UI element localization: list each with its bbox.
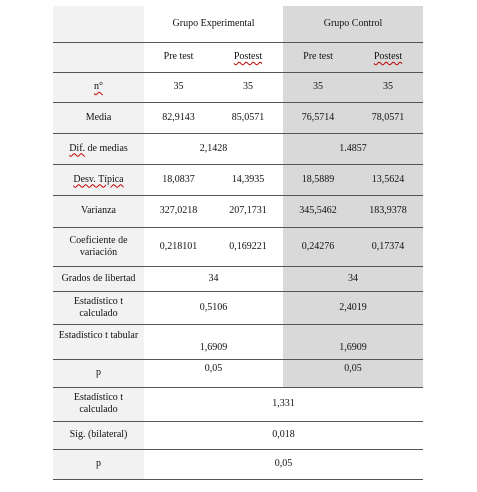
cell-exp-pre: 0,218101 [144,227,213,266]
header-exp-posttest: Postest [213,42,283,72]
cell-exp-post: 85,0571 [213,102,283,133]
row-dif-medias [53,133,423,164]
cell-exp-post: 0,169221 [213,227,283,266]
row-label: Estadístico t calculado [53,387,144,421]
cell-exp-post: 207,1731 [213,195,283,227]
cell-ctl-pre: 0,24276 [283,227,353,266]
cell-exp: 34 [144,266,283,291]
cell-exp: 0,5106 [144,291,283,324]
cell-value: 0,018 [144,421,423,449]
row-varianza [53,195,423,227]
cell-exp-pre: 327,0218 [144,195,213,227]
row-t-calculado-2 [53,387,423,421]
cell-exp: 0,05 [144,359,283,387]
row-t-tabular [53,324,423,359]
row-p-2 [53,449,423,479]
cell-ctl-post: 0,17374 [353,227,423,266]
header-ctl-posttest: Postest [353,42,423,72]
statistics-table [53,6,423,480]
header-row-tests [53,42,423,72]
row-t-calculado [53,291,423,324]
row-sig-bilateral [53,421,423,449]
cell-ctl: 1,6909 [283,324,423,359]
header-blank-cell [53,6,144,42]
cell-ctl-pre: 18,5889 [283,164,353,195]
header-group-experimental: Grupo Experimental [144,6,283,42]
cell-value: 1,331 [144,387,423,421]
cell-exp-pre: 35 [144,72,213,102]
row-label: Estadístico t tabular [53,324,144,359]
cell-exp: 2,1428 [144,133,283,164]
row-label: p [53,359,144,387]
row-label: Desv. Típica [53,164,144,195]
row-n [53,72,423,102]
cell-ctl-post: 35 [353,72,423,102]
row-label: Varianza [53,195,144,227]
cell-ctl: 0,05 [283,359,423,387]
cell-exp-post: 14,3935 [213,164,283,195]
row-media [53,102,423,133]
cell-value: 0,05 [144,449,423,479]
row-label: n° [53,72,144,102]
cell-exp-pre: 18,0837 [144,164,213,195]
header-blank-cell-2 [53,42,144,72]
cell-exp: 1,6909 [144,324,283,359]
row-label: Estadístico t calculado [53,291,144,324]
cell-ctl-pre: 76,5714 [283,102,353,133]
row-label [53,133,144,164]
row-grados-libertad [53,266,423,291]
cell-ctl: 34 [283,266,423,291]
row-label: Grados de libertad [53,266,144,291]
cell-ctl-post: 78,0571 [353,102,423,133]
cell-ctl-post: 13,5624 [353,164,423,195]
row-desv-tipica [53,164,423,195]
cell-ctl-pre: 35 [283,72,353,102]
row-label: Sig. (bilateral) [53,421,144,449]
cell-ctl: 1.4857 [283,133,423,164]
row-p [53,359,423,387]
row-coeficiente [53,227,423,266]
cell-ctl-pre: 345,5462 [283,195,353,227]
header-exp-pretest: Pre test [144,42,213,72]
row-label-abbrev: Dif. [69,142,86,154]
cell-ctl-post: 183,9378 [353,195,423,227]
cell-ctl: 2,4019 [283,291,423,324]
row-label: Media [53,102,144,133]
header-ctl-pretest: Pre test [283,42,353,72]
row-label: p [53,449,144,479]
cell-exp-post: 35 [213,72,283,102]
row-label-rest: de medias [85,142,128,154]
header-group-control: Grupo Control [283,6,423,42]
cell-exp-pre: 82,9143 [144,102,213,133]
row-label: Coeficiente de variación [53,227,144,266]
header-row-groups [53,6,423,42]
